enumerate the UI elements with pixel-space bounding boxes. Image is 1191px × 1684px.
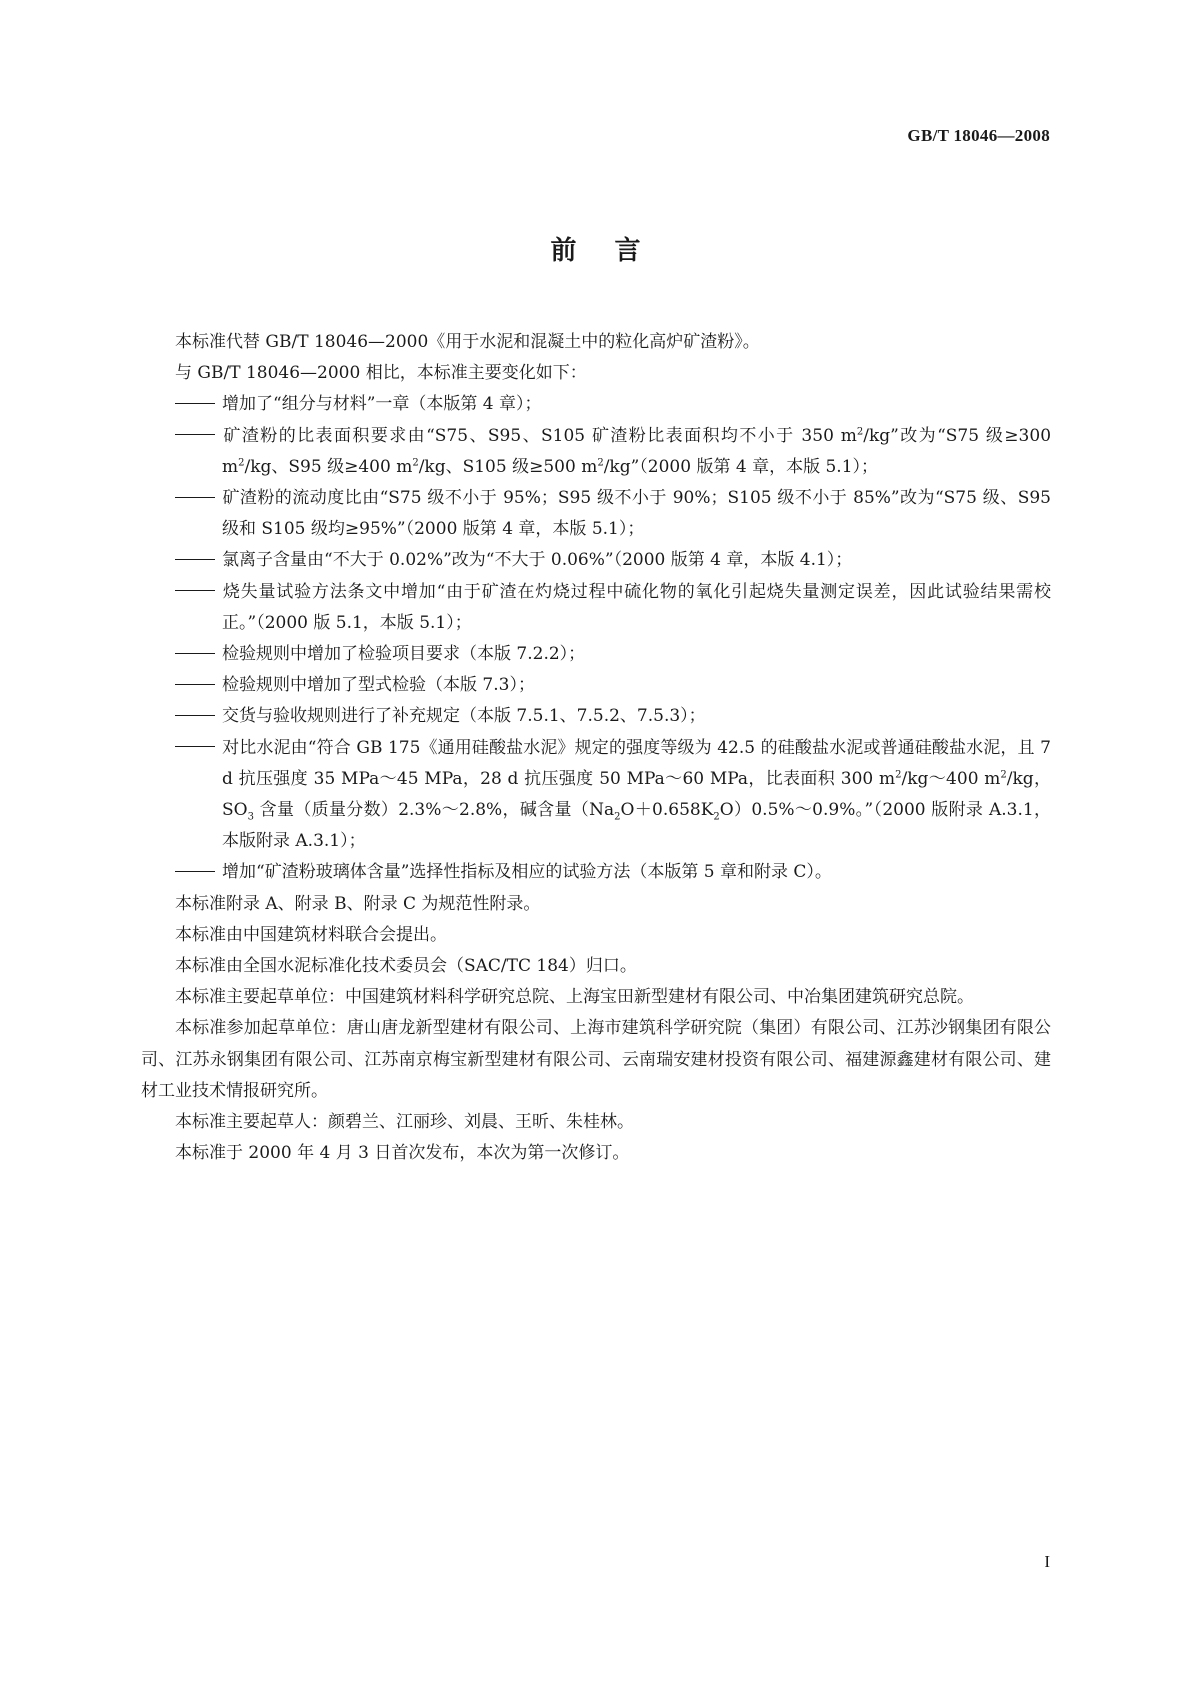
body-paragraph: 本标准于 2000 年 4 月 3 日首次发布，本次为第一次修订。 (175, 1143, 630, 1164)
body-paragraph: 本标准由中国建筑材料联合会提出。 (175, 924, 447, 945)
change-item (141, 389, 1051, 420)
page-title: 前言 (550, 236, 679, 266)
change-item (141, 545, 1051, 576)
dash-marker (175, 545, 222, 576)
change-text: /kg、S95 级≥400 m (244, 456, 413, 477)
dash-marker (175, 389, 222, 420)
subscript: 2 (614, 811, 621, 823)
change-text: 矿渣粉的流动度比由“S75 级不小于 95%；S95 级不小于 90%；S105 级不小于 85%”改为“S75 级、S95 级和 S105 级均≥95%”（2000 版第 4 章，本版 5.1）； (222, 488, 1051, 540)
change-text: /kg”改为“S75 级≥300 m (222, 425, 1052, 477)
superscript: 2 (238, 457, 245, 469)
dash-marker (175, 421, 222, 452)
dash-marker (175, 577, 222, 608)
change-item (141, 670, 1051, 701)
subscript: 2 (713, 811, 720, 823)
subscript: 3 (247, 811, 254, 823)
superscript: 2 (597, 457, 604, 469)
superscript: 2 (1000, 769, 1007, 781)
change-item (141, 857, 1051, 888)
change-text: 增加“矿渣粉玻璃体含量”选择性指标及相应的试验方法（本版第 5 章和附录 C）。 (222, 862, 832, 883)
change-item (141, 701, 1051, 732)
dash-marker (175, 483, 222, 514)
change-text: 增加了“组分与材料”一章（本版第 4 章）； (222, 394, 542, 415)
change-text: /kg～400 m (901, 768, 1001, 789)
change-text: 交货与验收规则进行了补充规定（本版 7.5.1、7.5.2、7.5.3）； (222, 706, 706, 727)
change-text: 检验规则中增加了型式检验（本版 7.3）； (222, 675, 535, 696)
change-item (141, 639, 1051, 670)
page-number: I (1044, 1552, 1050, 1571)
body-paragraph: 本标准由全国水泥标准化技术委员会（SAC/TC 184）归口。 (175, 956, 637, 977)
change-text: 氯离子含量由“不大于 0.02%”改为“不大于 0.06%”（2000 版第 4 章，本版 4.1）； (222, 550, 853, 571)
dash-marker (175, 857, 222, 888)
dash-marker (175, 701, 222, 732)
change-item (141, 483, 1051, 545)
change-text: 对比水泥由“符合 GB 175《通用硅酸盐水泥》规定的强度等级为 42.5 的硅酸盐水泥或普通硅酸盐水泥，且 7 d 抗压强度 35 MPa～45 MPa，28 d 抗压强度 50 MPa～60 MPa，比表面积 300 m (222, 737, 1051, 789)
dash-marker (175, 670, 222, 701)
dash-marker (175, 639, 222, 670)
superscript: 2 (856, 425, 864, 437)
body-paragraph: 本标准参加起草单位：唐山唐龙新型建材有限公司、上海市建筑科学研究院（集团）有限公司、江苏沙钢集团有限公司、江苏永钢集团有限公司、江苏南京梅宝新型建材有限公司、云南瑞安建材投资有限公司、福建源鑫建材有限公司、建材工业技术情报研究所。 (141, 1018, 1051, 1101)
change-text: /kg、S105 级≥500 m (418, 456, 598, 477)
change-text: 烧失量试验方法条文中增加“由于矿渣在灼烧过程中硫化物的氧化引起烧失量测定误差，因此试验结果需校正。”（2000 版 5.1，本版 5.1）； (222, 581, 1051, 633)
intro-paragraph: 与 GB/T 18046—2000 相比，本标准主要变化如下： (175, 363, 587, 384)
change-text: O＋0.658K (620, 800, 714, 821)
superscript: 2 (412, 457, 419, 469)
foreword-body (141, 327, 1051, 1169)
superscript: 2 (895, 769, 902, 781)
change-item (141, 733, 1051, 858)
body-paragraph: 本标准附录 A、附录 B、附录 C 为规范性附录。 (175, 893, 541, 914)
change-text: /kg”（2000 版第 4 章，本版 5.1）； (603, 456, 879, 477)
change-text: 检验规则中增加了检验项目要求（本版 7.2.2）； (222, 644, 586, 665)
dash-marker (175, 733, 222, 764)
change-item (141, 421, 1051, 483)
change-text: 含量（质量分数）2.3%～2.8%，碱含量（Na (253, 800, 615, 821)
change-text: 矿渣粉的比表面积要求由“S75、S95、S105 矿渣粉比表面积均不小于 350 m (222, 425, 857, 446)
body-paragraph: 本标准主要起草人：颜碧兰、江丽珍、刘晨、王昕、朱桂林。 (175, 1112, 634, 1133)
intro-paragraph: 本标准代替 GB/T 18046—2000《用于水泥和混凝土中的粒化高炉矿渣粉》。 (175, 332, 760, 352)
standard-number: GB/T 18046—2008 (907, 126, 1050, 145)
change-text: /kg，SO (222, 768, 1051, 821)
body-paragraph: 本标准主要起草单位：中国建筑材料科学研究总院、上海宝田新型建材有限公司、中冶集团建筑研究总院。 (175, 987, 974, 1008)
change-text: O）0.5%～0.9%。”（2000 版附录 A.3.1，本版附录 A.3.1）； (222, 800, 1051, 852)
change-item (141, 577, 1051, 639)
